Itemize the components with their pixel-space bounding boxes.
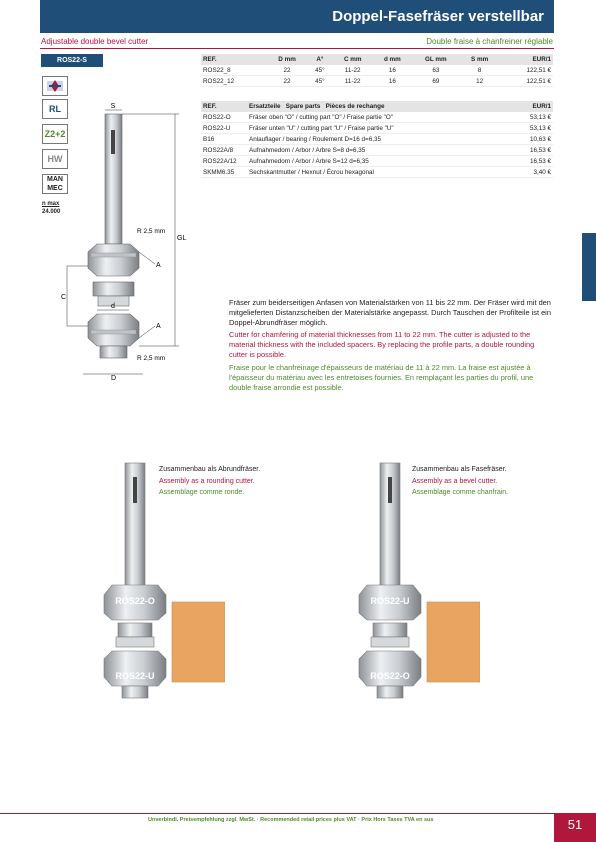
cell: 12 (460, 76, 500, 87)
assembly-left-fr: Assemblage comme ronde. (159, 489, 245, 496)
footer-divider (0, 813, 596, 814)
table-row (201, 134, 553, 145)
header-pieces: Pièces de rechange (325, 103, 385, 110)
col-price: EUR/1 (499, 54, 553, 65)
description-fr: Fraise pour le chanfreinage d'épaisseurs de matériau de 11 à 22 mm. La fraise est ajustée à l'épaisseur du matériau avec les entretoises fournies. En remplaçant les parties du profil, une double fraise arrondie est possible. (229, 363, 534, 392)
cell: 53,13 € (509, 123, 553, 134)
rpm-label: n max (42, 201, 60, 207)
header-bar (40, 0, 554, 33)
cell: ROS22_8 (201, 65, 267, 76)
cell: 69 (412, 76, 460, 87)
cell: 16 (373, 76, 412, 87)
rotation-badge: RL (42, 99, 68, 119)
cell: 16,53 € (509, 156, 553, 167)
subtitle-en: Adjustable double bevel cutter (41, 37, 149, 46)
angle-top-label: A (156, 262, 161, 269)
cell: 11-22 (333, 76, 373, 87)
dim-d-label: d (111, 303, 115, 310)
parts-table-header (201, 101, 553, 112)
assembly-right-en: Assembly as a bevel cutter. (412, 477, 498, 485)
cell: B16 (201, 134, 247, 145)
assembly-left-en: Assembly as a rounding cutter. (159, 477, 255, 485)
cell: SKMM6.35 (201, 167, 247, 178)
dim-c-label: C (61, 294, 67, 301)
part-label-top: ROS22-O (115, 596, 155, 606)
parts-table (201, 101, 553, 178)
cell: 3,40 € (509, 167, 553, 178)
header-spare-parts: Spare parts (285, 103, 321, 110)
cell: Sechskantmutter / Hexnut / Écrou hexagonal (247, 167, 509, 178)
col-ref: REF. (201, 54, 267, 65)
footer-note: Unverbindl. Preisempfehlung zzgl. MwSt. · Recommended retail prices plus VAT · Prix Hors Taxes TVA en sus (148, 817, 434, 823)
cell: ROS22-O (201, 112, 247, 123)
cell: 122,51 € (499, 76, 553, 87)
part-label-top: ROS22-U (370, 596, 410, 606)
table-row (201, 112, 553, 123)
table-row (201, 167, 553, 178)
cell: 10,63 € (509, 134, 553, 145)
cell: 63 (412, 65, 460, 76)
shank-slot-icon (388, 477, 392, 503)
cell: 45° (307, 76, 332, 87)
table-row (201, 123, 553, 134)
cell: ROS22A/8 (201, 145, 247, 156)
table-row (201, 65, 553, 76)
subtitle-fr: Double fraise à chanfreiner réglable (426, 37, 553, 46)
col-spare-parts (247, 101, 509, 112)
cell: ROS22_12 (201, 76, 267, 87)
col-c: C mm (333, 54, 373, 65)
col-angle: A° (307, 54, 332, 65)
angle-bottom-label: A (156, 323, 161, 330)
page-title: Doppel-Fasefräser verstellbar (332, 8, 544, 25)
table-row (201, 145, 553, 156)
cell: Anlauflager / bearing / Roulement D=16 d=6,35 (247, 134, 509, 145)
rpm-value: 24.000 (42, 209, 61, 215)
subtitle-divider (40, 48, 554, 49)
workpiece (172, 602, 225, 682)
page-number: 51 (554, 813, 596, 842)
ref-label-box: ROS22-S (41, 54, 103, 67)
feed-badge: MAN MEC (42, 174, 68, 194)
radius-bottom-label: R 2,5 mm (137, 355, 166, 362)
brand-logo-icon (42, 76, 68, 96)
col-s: S mm (460, 54, 500, 65)
table-row (201, 156, 553, 167)
header-ersatzteile: Ersatzteile (249, 103, 281, 110)
col-d-outer: D mm (267, 54, 307, 65)
cell: 16,53 € (509, 145, 553, 156)
description-de: Fräser zum beiderseitigen Anfasen von Materialstärken von 11 bis 22 mm. Der Fräser wird mit den mitgelieferten Distanzscheiben der Materialstärke angepasst. Durch Tauschen der Profilteile ist ein Doppel-Abrundfräser möglich. (229, 298, 551, 327)
radius-top-label: R 2,5 mm (137, 228, 166, 235)
dim-d-outer-label: D (111, 375, 117, 382)
dim-s-label: S (110, 103, 116, 110)
material-badge: HW (42, 149, 68, 169)
cell: 45° (307, 65, 332, 76)
cell: 16 (373, 65, 412, 76)
cell: Fräser unten "U" / cutting part "U" / Fraise partie "U" (247, 123, 509, 134)
cell: 22 (267, 76, 307, 87)
chapter-side-tab (582, 233, 596, 301)
cell: 8 (460, 65, 500, 76)
assembly-right-drawing (355, 455, 480, 700)
cell: ROS22A/12 (201, 156, 247, 167)
assembly-right-de: Zusammenbau als Fasefräser. (412, 466, 507, 473)
description-en: Cutter for chamfering of material thicknesses from 11 to 22 mm. The cutter is adjusted to the material thickness with the included spacers. By replacing the profile parts, a double rounding cutter is possible. (229, 330, 535, 359)
cell: 122,51 € (499, 65, 553, 76)
cell: ROS22-U (201, 123, 247, 134)
cell: Aufnahmedorn / Arbor / Arbre S=12 d=6,35 (247, 156, 509, 167)
col-gl: GL mm (412, 54, 460, 65)
cutter-technical-drawing (55, 100, 205, 385)
dim-gl-label: GL (177, 235, 187, 242)
cell: Fräser oben "O" / cutting part "O" / Fraise partie "O" (247, 112, 509, 123)
part-label-bottom: ROS22-U (115, 671, 155, 681)
part-label-bottom: ROS22-O (370, 671, 410, 681)
cell: Aufnahmedorn / Arbor / Arbre S=8 d=6,35 (247, 145, 509, 156)
cell: 53,13 € (509, 112, 553, 123)
col-d: d mm (373, 54, 412, 65)
main-table (201, 54, 553, 87)
cell: 22 (267, 65, 307, 76)
shank-slot-icon (111, 130, 115, 154)
assembly-left-drawing (100, 455, 225, 700)
teeth-badge: Z2+2 (42, 124, 68, 144)
workpiece (427, 602, 480, 682)
col-ref: REF. (201, 101, 247, 112)
col-price: EUR/1 (509, 101, 553, 112)
assembly-left-de: Zusammenbau als Abrundfräser. (159, 466, 261, 473)
cell: 11-22 (333, 65, 373, 76)
main-table-header (201, 54, 553, 65)
assembly-right-fr: Assemblage comme chanfrain. (412, 489, 509, 496)
shank-slot-icon (133, 477, 137, 503)
table-row (201, 76, 553, 87)
